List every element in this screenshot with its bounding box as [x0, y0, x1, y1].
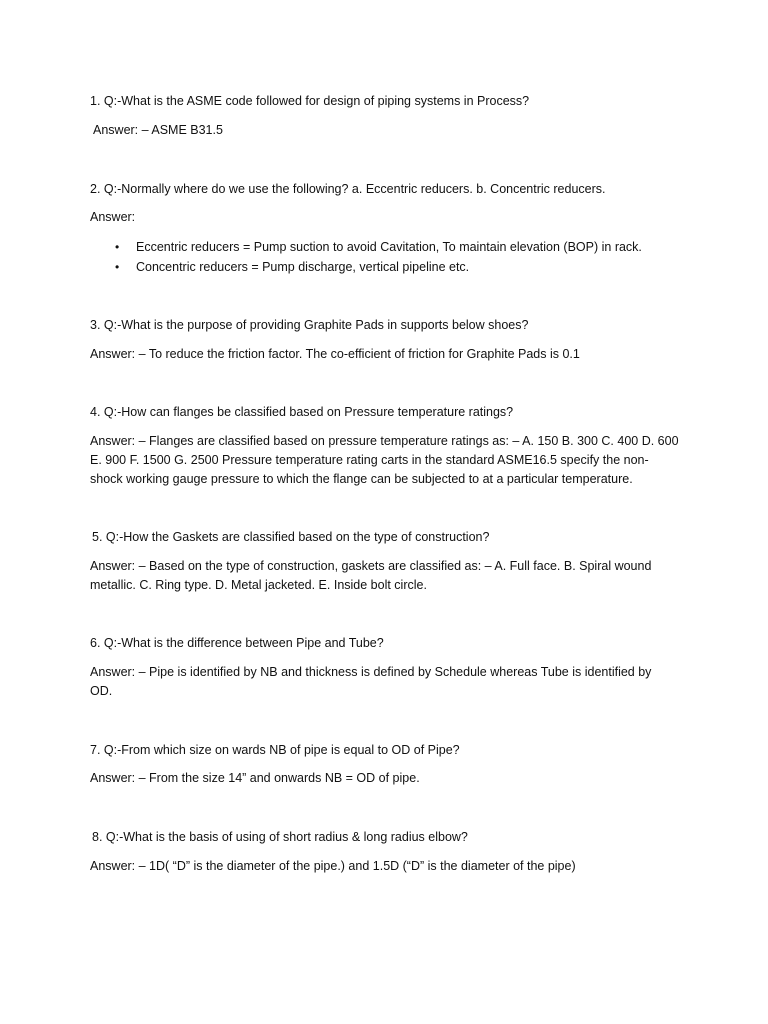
question-8: 8. Q:-What is the basis of using of short radius & long radius elbow?: [92, 830, 468, 844]
answer-8: Answer: – 1D( “D” is the diameter of the pipe.) and 1.5D (“D” is the diameter of the pipe): [90, 859, 576, 873]
answer-1: Answer: – ASME B31.5: [93, 123, 223, 137]
answer-4-line-3: shock working gauge pressure to which the flange can be subjected to at a particular temperature.: [90, 472, 633, 486]
question-5: 5. Q:-How the Gaskets are classified based on the type of construction?: [92, 530, 490, 544]
answer-2-bullet-1: Eccentric reducers = Pump suction to avoid Cavitation, To maintain elevation (BOP) in rack.: [136, 240, 642, 254]
answer-6-line-2: OD.: [90, 684, 113, 698]
answer-2-bullet-2: Concentric reducers = Pump discharge, vertical pipeline etc.: [136, 260, 470, 274]
question-6: 6. Q:-What is the difference between Pipe and Tube?: [90, 636, 384, 650]
answer-4-line-2: E. 900 F. 1500 G. 2500 Pressure temperature rating carts in the standard ASME16.5 specify the non-: [90, 453, 649, 467]
question-4: 4. Q:-How can flanges be classified based on Pressure temperature ratings?: [90, 405, 514, 419]
answer-2-label: Answer:: [90, 210, 136, 224]
question-7: 7. Q:-From which size on wards NB of pipe is equal to OD of Pipe?: [90, 743, 460, 757]
answer-5-line-1: Answer: – Based on the type of construction, gaskets are classified as: – A. Full face. B. Spiral wound: [90, 559, 652, 573]
answer-5-line-2: metallic. C. Ring type. D. Metal jacketed. E. Inside bolt circle.: [90, 578, 427, 592]
question-3: 3. Q:-What is the purpose of providing Graphite Pads in supports below shoes?: [90, 318, 529, 332]
answer-4-line-1: Answer: – Flanges are classified based on pressure temperature ratings as: – A. 150 B. 300 C. 400 D. 600: [90, 434, 679, 448]
answer-6-line-1: Answer: – Pipe is identified by NB and thickness is defined by Schedule whereas Tube is identified by: [90, 665, 652, 679]
answer-3: Answer: – To reduce the friction factor. The co-efficient of friction for Graphite Pads is 0.1: [90, 347, 580, 361]
question-2: 2. Q:-Normally where do we use the following? a. Eccentric reducers. b. Concentric reducers.: [90, 182, 606, 196]
answer-7: Answer: – From the size 14” and onwards NB = OD of pipe.: [90, 771, 420, 785]
bullet-icon: •: [115, 240, 120, 254]
question-1: 1. Q:-What is the ASME code followed for design of piping systems in Process?: [90, 94, 530, 108]
bullet-icon: •: [115, 260, 120, 274]
